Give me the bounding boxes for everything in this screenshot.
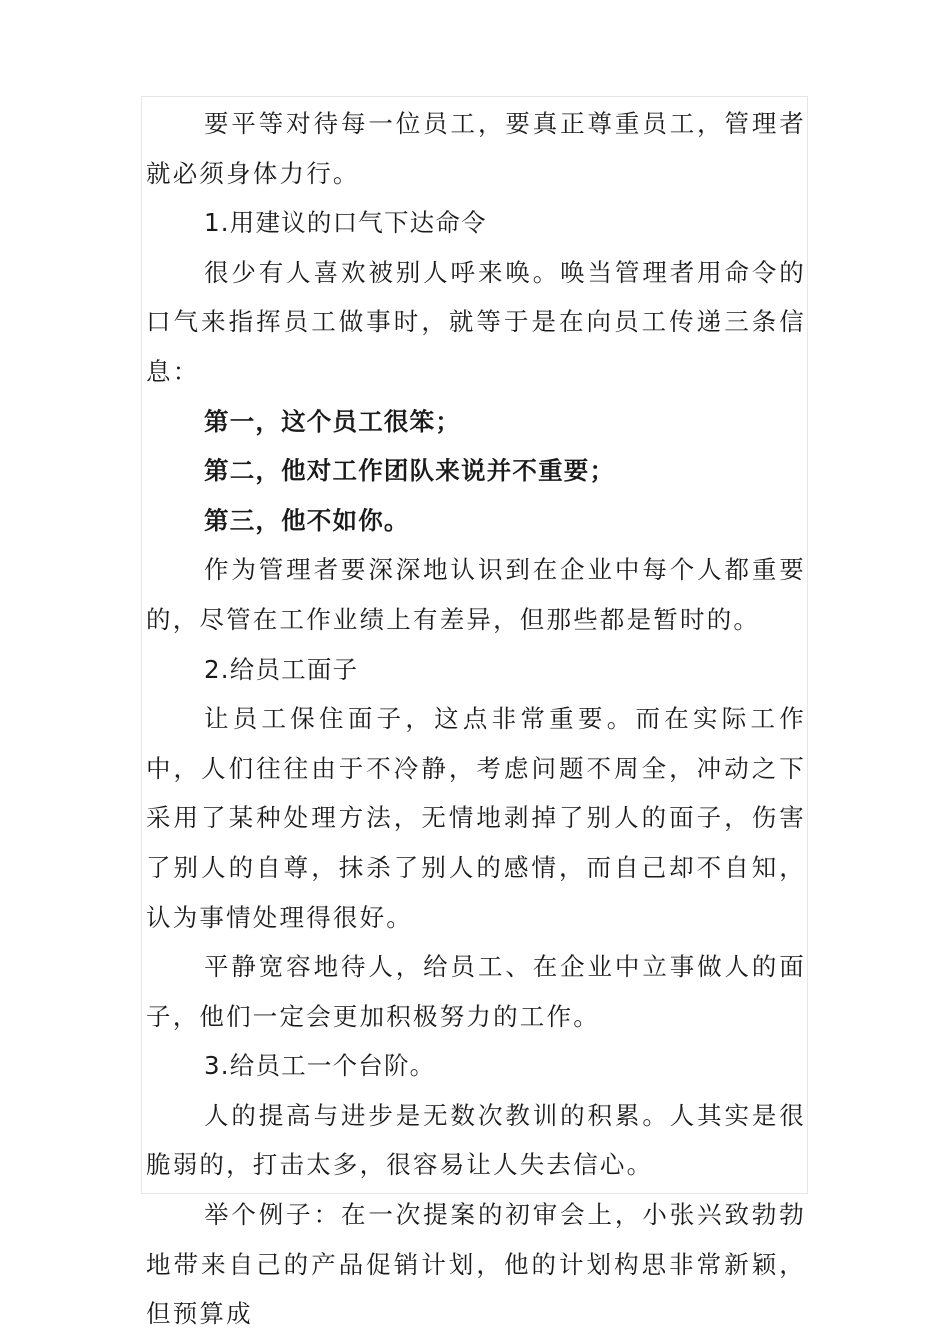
section-heading-2: 2.给员工面子 bbox=[204, 654, 359, 684]
paragraph-intro: 要平等对待每一位员工，要真正尊重员工，管理者就必须身体力行。 bbox=[146, 109, 806, 188]
paragraph-everyone-important: 作为管理者要深深地认识到在企业中每个人都重要的，尽管在工作业绩上有差异，但那些都是暂时的。 bbox=[146, 555, 806, 634]
paragraph-example: 举个例子：在一次提案的初审会上，小张兴致勃勃地带来自己的产品促销计划，他的计划构思非常新颖，但预算成 bbox=[146, 1200, 806, 1329]
paragraph-command-tone: 很少有人喜欢被别人呼来唤。唤当管理者用命令的口气来指挥员工做事时，就等于是在向员工传递三条信息： bbox=[146, 257, 806, 386]
bold-item-second: 第二，他对工作团队来说并不重要； bbox=[204, 456, 616, 486]
paragraph-progress: 人的提高与进步是无数次教训的积累。人其实是很脆弱的，打击太多，很容易让人失去信心。 bbox=[146, 1100, 806, 1180]
section-heading-1: 1.用建议的口气下达命令 bbox=[204, 208, 487, 238]
paragraph-save-face: 让员工保住面子，这点非常重要。而在实际工作中，人们往往由于不冷静，考虑问题不周全，冲动之下采用了某种处理方法，无情地剥掉了别人的面子，伤害了别人的自尊，抹杀了别人的感情，而自己却不自知，认为事情处理得很好。 bbox=[146, 704, 806, 932]
bold-item-third: 第三，他不如你。 bbox=[204, 505, 410, 535]
document-page bbox=[141, 96, 808, 1329]
bold-item-first: 第一，这个员工很笨； bbox=[204, 406, 461, 436]
section-heading-3: 3.给员工一个台阶。 bbox=[204, 1051, 436, 1081]
document-body bbox=[146, 99, 806, 1339]
paragraph-tolerance: 平静宽容地待人，给员工、在企业中立事做人的面子，他们一定会更加积极努力的工作。 bbox=[146, 952, 806, 1031]
